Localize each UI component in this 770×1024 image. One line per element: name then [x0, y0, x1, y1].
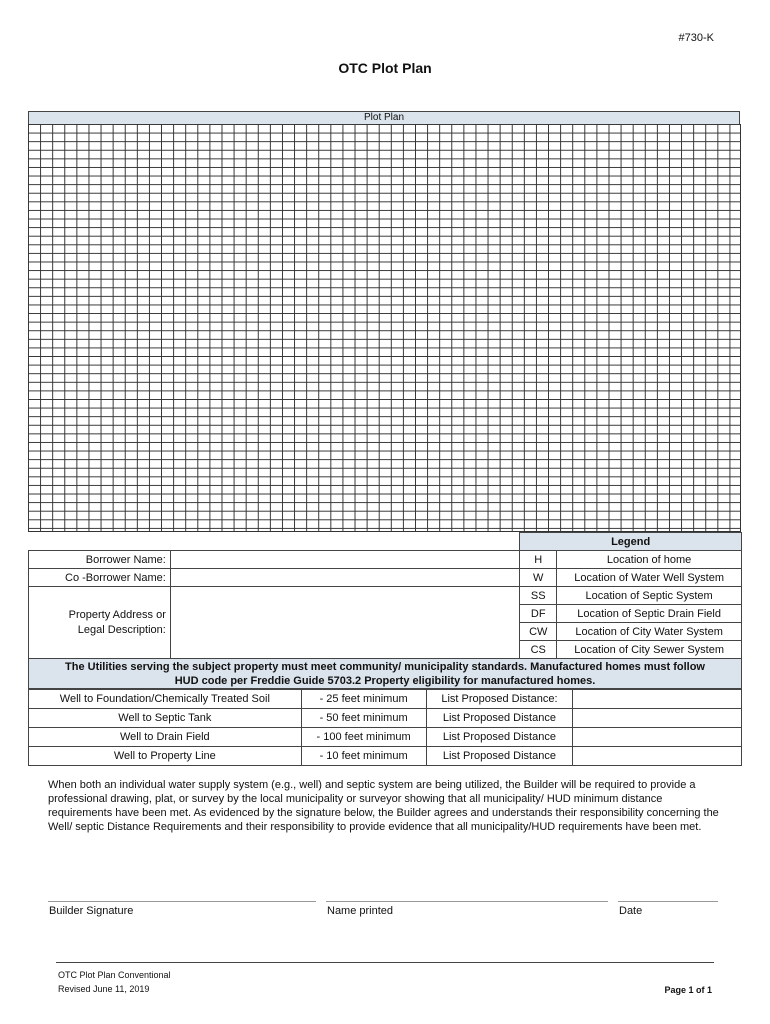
- legend-code: DF: [520, 605, 557, 623]
- legend-desc: Location of City Water System: [557, 623, 742, 641]
- notice-line2: HUD code per Freddie Guide 5703.2 Property eligibility for manufactured homes.: [174, 675, 596, 687]
- distance-proposed-label: List Proposed Distance: [426, 747, 573, 766]
- distance-proposed-field[interactable]: [573, 690, 742, 709]
- legend-code: W: [520, 569, 557, 587]
- coborrower-label: Co -Borrower Name:: [29, 569, 171, 587]
- distance-proposed-field[interactable]: [573, 728, 742, 747]
- legend-desc: Location of Septic Drain Field: [557, 605, 742, 623]
- table-row: [29, 747, 742, 766]
- page-title: OTC Plot Plan: [338, 60, 432, 76]
- utilities-notice: [28, 658, 742, 689]
- table-row: [29, 690, 742, 709]
- distance-proposed-field[interactable]: [573, 747, 742, 766]
- distance-minimum: - 10 feet minimum: [301, 747, 426, 766]
- legend-desc: Location of Water Well System: [557, 569, 742, 587]
- distance-table: [28, 689, 742, 766]
- distance-minimum: - 100 feet minimum: [301, 728, 426, 747]
- borrower-name-field[interactable]: [170, 551, 519, 569]
- distance-minimum: - 50 feet minimum: [301, 709, 426, 728]
- coborrower-name-field[interactable]: [170, 569, 519, 587]
- date-line[interactable]: [618, 901, 718, 902]
- distance-label: Well to Property Line: [29, 747, 302, 766]
- distance-proposed-label: List Proposed Distance:: [426, 690, 573, 709]
- form-number: #730-K: [678, 32, 714, 44]
- address-label-line1: Property Address or: [68, 608, 166, 621]
- address-label: [29, 587, 171, 659]
- builder-signature-line[interactable]: [48, 901, 316, 902]
- plot-plan-header: Plot Plan: [28, 111, 740, 125]
- distance-label: Well to Septic Tank: [29, 709, 302, 728]
- legend-header: Legend: [520, 533, 742, 551]
- address-label-line2: Legal Description:: [77, 623, 166, 636]
- legend-code: H: [520, 551, 557, 569]
- distance-label: Well to Drain Field: [29, 728, 302, 747]
- distance-minimum: - 25 feet minimum: [301, 690, 426, 709]
- property-address-field[interactable]: [170, 587, 519, 659]
- builder-signature-label: Builder Signature: [49, 905, 134, 917]
- page-number: Page 1 of 1: [664, 985, 712, 995]
- legend-code: CW: [520, 623, 557, 641]
- builder-agreement-paragraph: When both an individual water supply system (e.g., well) and septic system are being utilized, the Builder will be required to provide a professional drawing, plat, or survey by the local municipality or surveyor showing that all municipality/ HUD minimum distance requirements have been met. As evidenced by the signature below, the Builder agrees and understands their responsibility concerning the Well/ septic Distance Requirements and their responsibility to provide evidence that all municipality/HUD requirements have been met.: [48, 779, 719, 833]
- distance-proposed-label: List Proposed Distance: [426, 709, 573, 728]
- distance-label: Well to Foundation/Chemically Treated Soil: [29, 690, 302, 709]
- legend-code: SS: [520, 587, 557, 605]
- distance-proposed-label: List Proposed Distance: [426, 728, 573, 747]
- distance-proposed-field[interactable]: [573, 709, 742, 728]
- footer-revision-date: Revised June 11, 2019: [58, 984, 150, 994]
- name-printed-label: Name printed: [327, 905, 394, 917]
- footer-divider: [56, 962, 714, 963]
- table-row: [29, 709, 742, 728]
- notice-line1: The Utilities serving the subject property must meet community/ municipality standards. Manufactured homes must follow: [65, 661, 705, 673]
- table-row: [29, 728, 742, 747]
- name-printed-line[interactable]: [326, 901, 608, 902]
- footer-form-name: OTC Plot Plan Conventional: [58, 970, 171, 980]
- borrower-label: Borrower Name:: [29, 551, 171, 569]
- date-label: Date: [619, 905, 643, 917]
- legend-desc: Location of Septic System: [557, 587, 742, 605]
- property-info-table: [28, 532, 742, 659]
- legend-code: CS: [520, 641, 557, 659]
- legend-desc: Location of home: [557, 551, 742, 569]
- legend-desc: Location of City Sewer System: [557, 641, 742, 659]
- plot-grid[interactable]: [28, 124, 741, 532]
